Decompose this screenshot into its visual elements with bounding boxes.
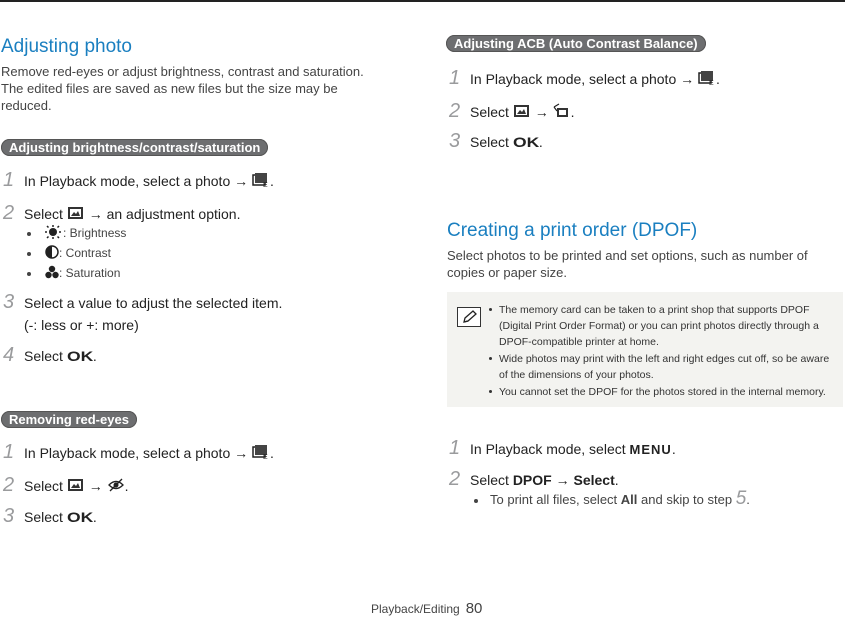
pill-adjusting-acb: Adjusting ACB (Auto Contrast Balance) [446, 35, 706, 52]
step-text: Select → . [470, 103, 574, 123]
step-number: 2 [449, 468, 461, 490]
edit-photo-icon [252, 172, 270, 192]
top-rule [0, 0, 845, 2]
photo-edit-menu-icon [67, 206, 85, 224]
value-hint: (-: less or +: more) [24, 317, 139, 333]
step-text: In Playback mode, select a photo → E . [470, 70, 720, 90]
step-text: In Playback mode, select MENU. [470, 441, 676, 457]
note-pencil-icon [457, 307, 481, 327]
intro-print-order: Select photos to be printed and set options, such as number of copies or paper size. [447, 248, 808, 280]
page-number: 80 [465, 600, 483, 617]
note-box [447, 292, 843, 407]
menu-button-icon: MENU [629, 442, 672, 457]
contrast-icon [43, 245, 59, 263]
step-number: 1 [449, 67, 461, 89]
step-text: In Playback mode, select a photo → E . [24, 172, 274, 192]
step-ref-number: 5 [735, 488, 747, 509]
step-number: 1 [3, 441, 15, 463]
step-number: 2 [3, 474, 15, 496]
step-text: Select OK. [24, 348, 97, 364]
intro-adjusting-photo: Remove red-eyes or adjust brightness, contrast and saturation. The edited files are saved as new files but the size may be reduced. [1, 64, 364, 113]
red-eye-fix-icon [107, 478, 125, 496]
note-item: You cannot set the DPOF for the photos stored in the internal memory. [487, 384, 837, 400]
saturation-icon [43, 265, 59, 283]
step-text: Select DPOF → Select. [470, 472, 619, 488]
step-text: Select a value to adjust the selected item. [24, 295, 283, 311]
section-title-print-order: Creating a print order (DPOF) [447, 220, 698, 241]
acb-icon [553, 103, 571, 123]
section-title-adjusting-photo: Adjusting photo [1, 36, 132, 57]
footer-section: Playback/Editing [371, 602, 460, 616]
step-number: 4 [3, 344, 15, 366]
pill-brightness-contrast-saturation: Adjusting brightness/contrast/saturation [1, 139, 268, 156]
step-text: In Playback mode, select a photo → E . [24, 444, 274, 464]
photo-edit-menu-icon [67, 478, 85, 496]
step-number: 1 [3, 169, 15, 191]
page-footer [371, 600, 482, 617]
note-item: The memory card can be taken to a print shop that supports DPOF (Digital Print Order Format) or you can print photos directly through a DPOF-compatible printer at home. [487, 302, 837, 350]
option-contrast: : Contrast [27, 245, 111, 263]
step-number: 3 [449, 130, 461, 152]
ok-icon: OK [66, 348, 94, 364]
step-text: Select → an adjustment option. [24, 205, 240, 224]
pill-removing-red-eyes: Removing red-eyes [1, 411, 137, 428]
sun-icon [43, 225, 63, 243]
ok-icon: OK [512, 134, 540, 150]
step-number: 2 [3, 202, 15, 224]
option-saturation: : Saturation [27, 265, 120, 283]
step-text: Select → . [24, 477, 128, 496]
note-list [487, 302, 837, 401]
step-text: Select OK. [470, 134, 543, 150]
step-number: 3 [3, 505, 15, 527]
step-number: 2 [449, 100, 461, 122]
svg-text:E: E [263, 454, 268, 461]
step-text: Select OK. [24, 509, 97, 525]
note-item: Wide photos may print with the left and right edges cut off, so be aware of the dimensions of your photos. [487, 351, 837, 383]
ok-icon: OK [66, 509, 94, 525]
step-number: 3 [3, 291, 15, 313]
svg-text:E: E [263, 182, 268, 189]
svg-text:E: E [709, 80, 714, 87]
option-brightness: : Brightness [27, 225, 126, 243]
edit-photo-icon [252, 444, 270, 464]
photo-edit-menu-icon [513, 104, 531, 122]
edit-photo-icon [698, 70, 716, 90]
dpof-all-hint: To print all files, select All and skip to step 5. [474, 491, 750, 508]
step-number: 1 [449, 437, 461, 459]
